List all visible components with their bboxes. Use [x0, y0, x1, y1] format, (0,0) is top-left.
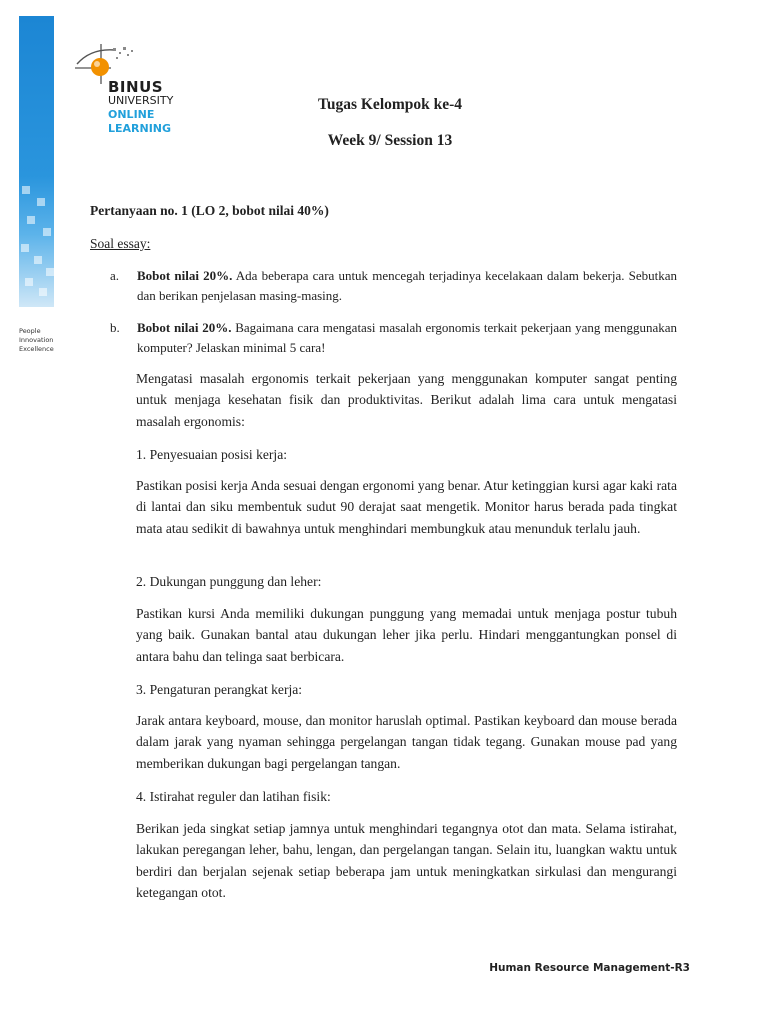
tagline: People Innovation Excellence	[19, 327, 54, 353]
answer-intro: Mengatasi masalah ergonomis terkait pekerjaan yang menggunakan komputer sangat penting untuk menjaga kesehatan fisik dan produktivitas. Berikut adalah lima cara untuk mengatasi masalah ergonomis:	[136, 371, 677, 429]
answer-point-1-heading: 1. Penyesuaian posisi kerja:	[136, 447, 288, 462]
side-decor-strip	[19, 16, 54, 307]
document-subtitle: Week 9/ Session 13	[327, 132, 453, 149]
answer-point-2-body: Pastikan kursi Anda memiliki dukungan punggung yang memadai untuk menjaga postur tubuh yang baik. Gunakan bantal atau dukungan leher jika perlu. Hindari menggantungkan ponsel di antara bahu dan telinga saat berbicara.	[136, 606, 677, 664]
question-heading: Pertanyaan no. 1 (LO 2, bobot nilai 40%)	[90, 203, 329, 218]
question-item-a	[110, 266, 677, 306]
question-item-b	[110, 318, 677, 358]
page-footer: Human Resource Management-R3	[489, 962, 690, 974]
item-marker: a.	[110, 268, 120, 283]
answer-point-2-heading: 2. Dukungan punggung dan leher:	[136, 574, 322, 589]
document-title: Tugas Kelompok ke-4	[317, 96, 463, 113]
item-text: Bagaimana cara mengatasi masalah ergonomis terkait pekerjaan yang menggunakan komputer? Jelaskan minimal 5 cara!	[137, 320, 677, 355]
answer-point-3-heading: 3. Pengaturan perangkat kerja:	[136, 682, 303, 697]
item-weight: Bobot nilai 20%.	[137, 320, 232, 335]
answer-point-4-heading: 4. Istirahat reguler dan latihan fisik:	[136, 789, 331, 804]
answer-point-3-body: Jarak antara keyboard, mouse, dan monitor haruslah optimal. Pastikan keyboard dan mouse berada dalam jarak yang nyaman sehingga pergelangan tangan tidak tegang. Gunakan mouse pad yang memberikan dukungan bagi pergelangan tangan.	[136, 713, 677, 771]
logo-wordmark: BINUS UNIVERSITY ONLINE LEARNING	[108, 78, 174, 135]
answer-point-4-body: Berikan jeda singkat setiap jamnya untuk menghindari tegangnya otot dan mata. Selama istirahat, lakukan peregangan leher, bahu, lengan, dan pergelangan tangan. Selain itu, luangkan waktu untuk berdiri dan berjalan sejenak setiap beberapa jam untuk meningkatkan sirkulasi dan mengurangi ketegangan otot.	[136, 821, 677, 900]
soal-label: Soal essay:	[90, 236, 151, 251]
item-marker: b.	[110, 320, 120, 335]
item-text: Ada beberapa cara untuk mencegah terjadinya kecelakaan dalam bekerja. Sebutkan dan berikan penjelasan masing-masing.	[137, 268, 678, 303]
answer-point-1-body: Pastikan posisi kerja Anda sesuai dengan ergonomi yang benar. Atur ketinggian kursi agar kaki rata di lantai dan siku membentuk sudut 90 derajat saat mengetik. Monitor harus berada pada tingkat mata atau sedikit di bawahnya untuk menghindari membungkuk atau menunduk terlalu jauh.	[136, 478, 677, 536]
item-weight: Bobot nilai 20%.	[137, 268, 233, 283]
